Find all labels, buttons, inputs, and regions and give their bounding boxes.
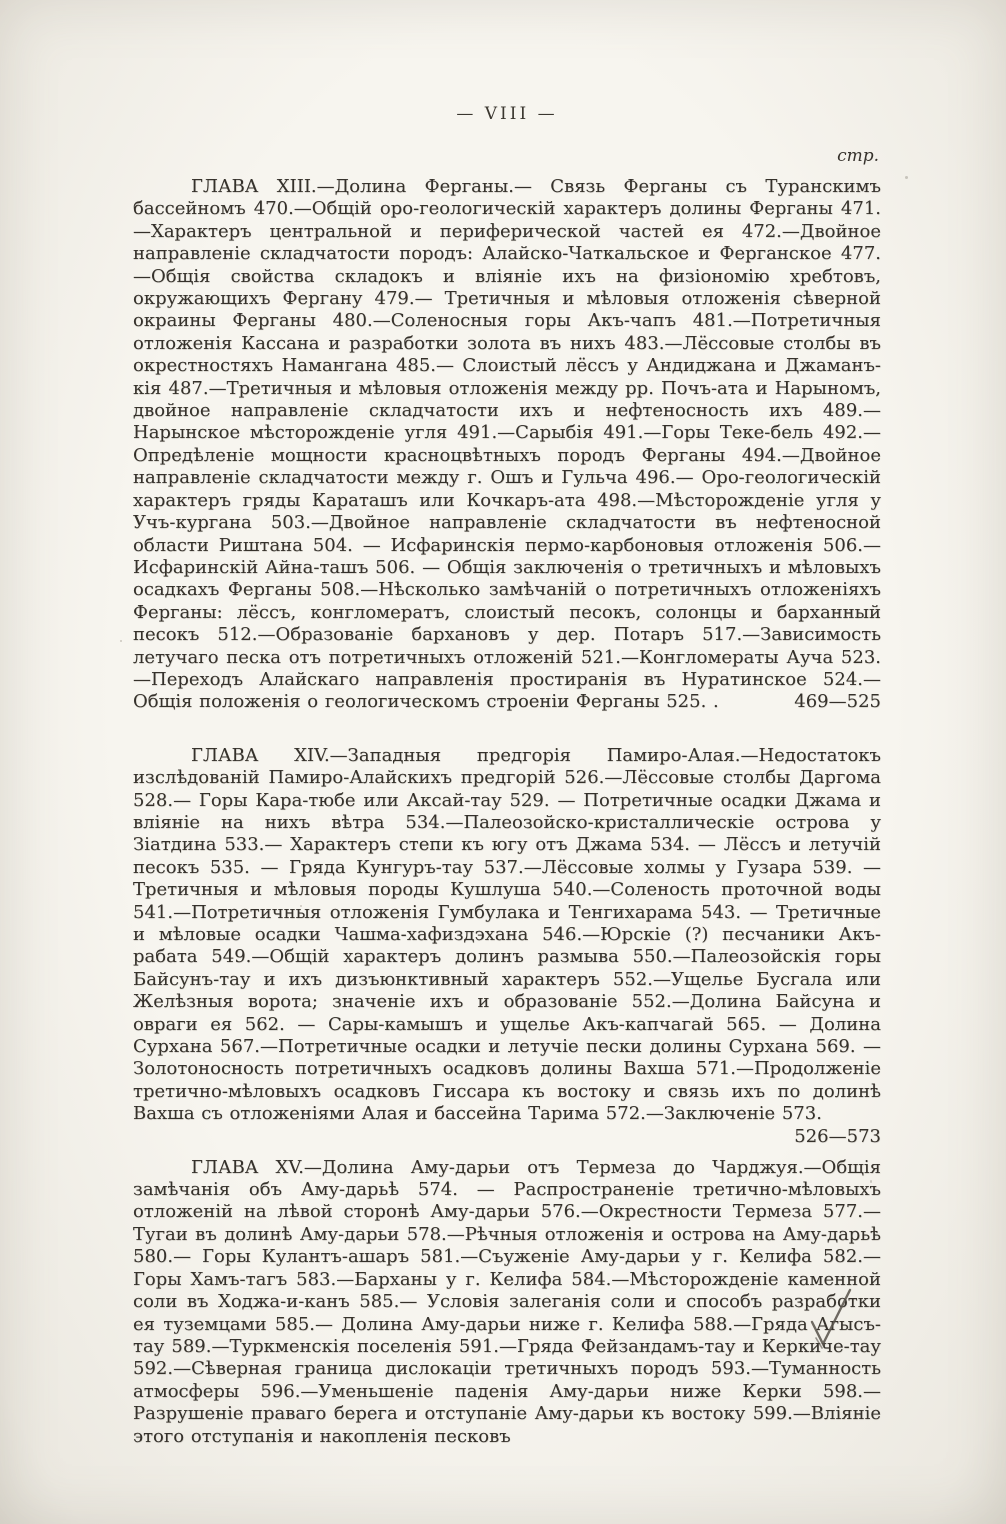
- scan-speckle: [645, 1368, 648, 1370]
- scan-speckle: [870, 1180, 872, 1183]
- chapter-13-page-range: 469—525: [794, 691, 881, 713]
- chapter-13-text: ГЛАВА XIII.—Долина Ферганы.— Связь Ферганы съ Туранскимъ бассейномъ 470.—Общій оро-геологическій характеръ долины Ферганы 471.—Характеръ центральной и периферической частей ея 472.—Двойное направленіе складчатости породъ: Алайско-Чаткальское и Ферганское 477.—Общія свойства складокъ и вліяніе ихъ на физіономію хребтовъ, окружающихъ Фергану 479.— Третичныя и мѣловыя отложенія сѣверной окраины Ферганы 480.—Соленосныя горы Акъ-чапъ 481.—Потретичныя отложенія Кассана и разработки золота въ нихъ 483.—Лёссовые столбы въ окрестностяхъ Намангана 485.— Слоистый лёссъ у Андиджана и Джаманъ-кія 487.—Третичныя и мѣловыя отложенія между рр. Почъ-ата и Нарыномъ, двойное направленіе складчатости ихъ и нефтеносность ихъ 489.—Нарынское мѣсторожденіе угля 491.—Сарыбія 491.—Горы Теке-бель 492.—Опредѣленіе мощности красноцвѣтныхъ породъ Ферганы 494.—Двойное направленіе складчатости между г. Ошъ и Гульча 496.— Оро-геологическій характеръ гряды Караташъ или Кочкаръ-ата 498.—Мѣсторожденіе угля у Учъ-кургана 503.—Двойное направленіе складчатости въ нефтеносной области Риштана 504. — Исфаринскія пермо-карбоновыя отложенія 506.—Исфаринскій Айна-ташъ 506. — Общія заключенія о третичныхъ и мѣловыхъ осадкахъ Ферганы 508.—Нѣсколько замѣчаній о потретичныхъ отложеніяхъ Ферганы: лёссъ, конгломератъ, слоистый песокъ, солонцы и барханный песокъ 512.—Образованіе бархановъ у дер. Потаръ 517.—Зависимость летучаго песка отъ потретичныхъ отложеній 521.—Конгломераты Ауча 523.—Переходъ Алайскаго направленія простиранія въ Нуратинское 524.—Общія положенія о геологическомъ строеніи Ферганы 525. .: [133, 176, 881, 713]
- toc-entry-chapter-13: [133, 176, 881, 714]
- toc-entry-chapter-14: [133, 744, 881, 1147]
- page-column-label: стр.: [837, 146, 879, 166]
- scan-speckle: [300, 905, 302, 907]
- toc-entry-chapter-15: [133, 1157, 881, 1448]
- chapter-14-text: ГЛАВА XIV.—Западныя предгорія Памиро-Алая.—Недостатокъ изслѣдованій Памиро-Алайскихъ предгорій 526.—Лёссовые столбы Даргома 528.— Горы Кара-тюбе или Аксай-тау 529. — Потретичные осадки Джама и вліяніе на нихъ вѣтра 534.—Палеозойско-кристаллическіе острова у Зіатдина 533.— Характеръ степи къ югу отъ Джама 534. — Лёссъ и летучій песокъ 535. — Гряда Кунгуръ-тау 537.—Лёссовые холмы у Гузара 539. — Третичныя и мѣловыя породы Кушлуша 540.—Соленость проточной воды 541.—Потретичныя отложенія Гумбулака и Тенгихарама 543. — Третичные и мѣловые осадки Чашма-хафиздэхана 546.—Юрскіе (?) песчаники Акъ-рабата 549.—Общій характеръ долинъ размыва 550.—Палеозойскія горы Байсунъ-тау и ихъ дизъюнктивный характеръ 552.—Ущелье Бусгала или Желѣзныя ворота; значеніе ихъ и образованіе 552.—Долина Байсуна и овраги ея 562. — Сары-камышъ и ущелье Акъ-капчагай 565. — Долина Сурхана 567.—Потретичные осадки и летучіе пески долины Сурхана 569. — Золотоносность потретичныхъ осадковъ долины Вахша 571.—Продолженіе третично-мѣловыхъ осадковъ Гиссара къ востоку и связь ихъ по долинѣ Вахша съ отложеніями Алая и бассейна Тарима 572.—Заключеніе 573.: [133, 744, 881, 1125]
- toc-text-block: [133, 104, 881, 1448]
- scan-speckle: [905, 176, 908, 179]
- scan-speckle: [120, 640, 122, 642]
- pen-mark-icon: [806, 1286, 858, 1352]
- chapter-14-page-range: 526—573: [794, 1125, 881, 1147]
- folio-number: — VIII —: [456, 104, 558, 124]
- chapter-15-text: ГЛАВА XV.—Долина Аму-дарьи отъ Термеза до Чарджуя.—Общія замѣчанія объ Аму-дарьѣ 574. — Распространеніе третично-мѣловыхъ отложеній на лѣвой сторонѣ Аму-дарьи 576.—Окрестности Термеза 577.—Тугаи въ долинѣ Аму-дарьи 578.—Рѣчныя отложенія и острова на Аму-дарьѣ 580.— Горы Кулантъ-ашаръ 581.—Съуженіе Аму-дарьи у г. Келифа 582.—Горы Хамъ-тагъ 583.—Барханы у г. Келифа 584.—Мѣсторожденіе каменной соли въ Ходжа-и-канъ 585.— Условія залеганія соли и способъ разработки ея туземцами 585.— Долина Аму-дарьи ниже г. Келифа 588.—Гряда Агысъ-тау 589.—Туркменскія поселенія 591.—Гряда Фейзандамъ-тау и Керкиче-тау 592.—Сѣверная граница дислокаціи третичныхъ породъ 593.—Туманность атмосферы 596.—Уменьшеніе паденія Аму-дарьи ниже Керки 598.—Разрушеніе праваго берега и отступаніе Аму-дарьи къ востоку 599.—Вліяніе этого отступанія и накопленія песковъ: [133, 1156, 881, 1447]
